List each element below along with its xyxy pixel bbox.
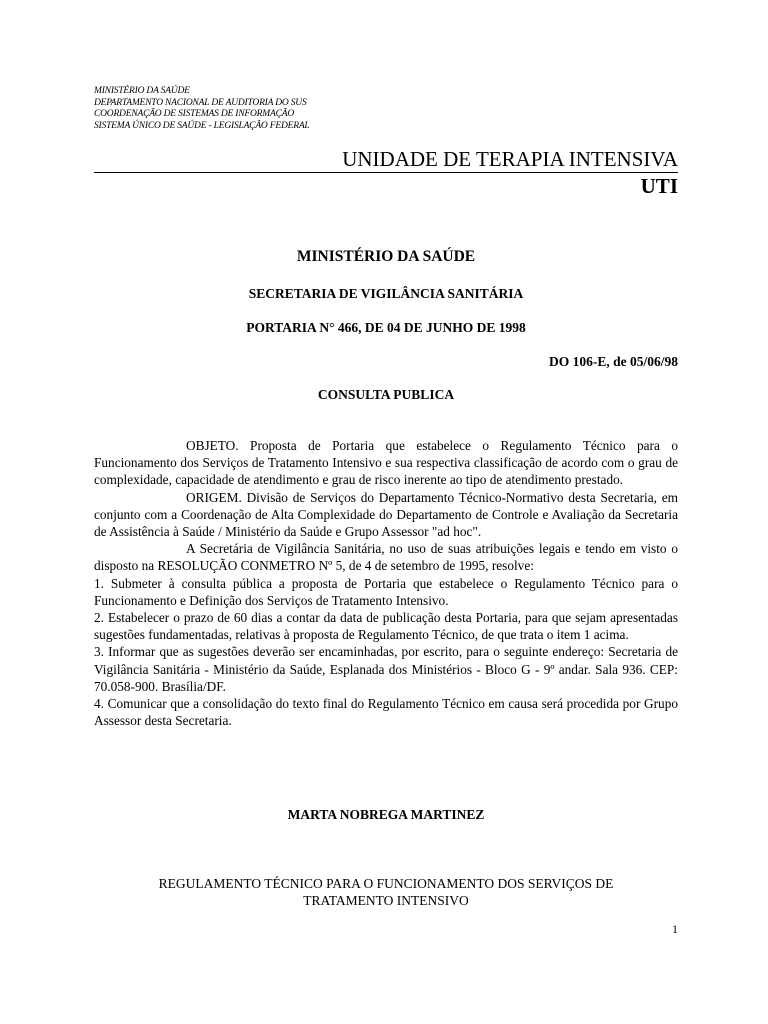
header-line-coordination: COORDENAÇÃO DE SISTEMAS DE INFORMAÇÃO: [94, 109, 294, 119]
consulta-heading: CONSULTA PUBLICA: [317, 387, 455, 402]
portaria-heading: PORTARIA N° 466, DE 04 DE JUNHO DE 1998: [246, 320, 526, 335]
document-title: UNIDADE DE TERAPIA INTENSIVA: [342, 147, 678, 171]
document-body: [94, 437, 678, 729]
signature-name: MARTA NOBREGA MARTINEZ: [287, 807, 485, 822]
list-item-1: 1. Submeter à consulta pública a proposta de Portaria que estabelece o Regulamento Técnico para o Funcionamento e Definição dos Serviços de Tratamento Intensivo.: [94, 575, 678, 608]
regulamento-heading: [94, 875, 678, 909]
regulamento-line-2: TRATAMENTO INTENSIVO: [303, 893, 469, 908]
ministry-heading: MINISTÉRIO DA SAÚDE: [296, 248, 476, 265]
secretaria-heading: SECRETARIA DE VIGILÂNCIA SANITÁRIA: [248, 286, 524, 301]
list-item-3: 3. Informar que as sugestões deverão ser encaminhadas, por escrito, para o seguinte endereço: Secretaria de Vigilância Sanitária - Ministério da Saúde, Esplanada dos Ministérios - Bloco G - 9º andar. Sala 936. CEP: 70.058-900. Brasília/DF.: [94, 644, 678, 694]
page-number: 1: [672, 922, 678, 936]
paragraph-objeto: OBJETO. Proposta de Portaria que estabelece o Regulamento Técnico para o Funcionamento dos Serviços de Tratamento Intensivo e sua respectiva classificação de acordo com o grau de complexidade, capacidade de atendimento e grau de risco inerente ao tipo de atendimento prestado.: [94, 438, 678, 488]
document-header: [94, 86, 310, 132]
paragraph-intro: A Secretária de Vigilância Sanitária, no uso de suas atribuições legais e tendo em visto o disposto na RESOLUÇÃO CONMETRO Nº 5, de 4 de setembro de 1995, resolve:: [94, 541, 678, 574]
header-line-department: DEPARTAMENTO NACIONAL DE AUDITORIA DO SUS: [94, 97, 307, 108]
paragraph-origem: ORIGEM. Divisão de Serviços do Departamento Técnico-Normativo desta Secretaria, em conjunto com a Coordenação de Alta Complexidade do Departamento de Controle e Avaliação da Secretaria de Assistência à Saúde / Ministério da Saúde e Grupo Assessor "ad hoc".: [94, 489, 678, 540]
list-item-4: 4. Comunicar que a consolidação do texto final do Regulamento Técnico em causa será procedida por Grupo Assessor desta Secretaria.: [94, 696, 678, 729]
header-line-system: SISTEMA ÚNICO DE SAÚDE - LEGISLAÇÃO FEDERAL: [94, 120, 310, 131]
do-reference: DO 106-E, de 05/06/98: [548, 354, 678, 369]
header-line-ministry: MINISTÉRIO DA SAÚDE: [94, 86, 190, 96]
title-block: [94, 146, 678, 199]
regulamento-line-1: REGULAMENTO TÉCNICO PARA O FUNCIONAMENTO DOS SERVIÇOS DE: [158, 876, 614, 891]
list-item-2: 2. Estabelecer o prazo de 60 dias a contar da data de publicação desta Portaria, para que sejam apresentadas sugestões fundamentadas, relativas à proposta de Regulamento Técnico, de que trata o item 1 acima.: [94, 610, 678, 643]
document-subtitle: UTI: [640, 174, 678, 198]
